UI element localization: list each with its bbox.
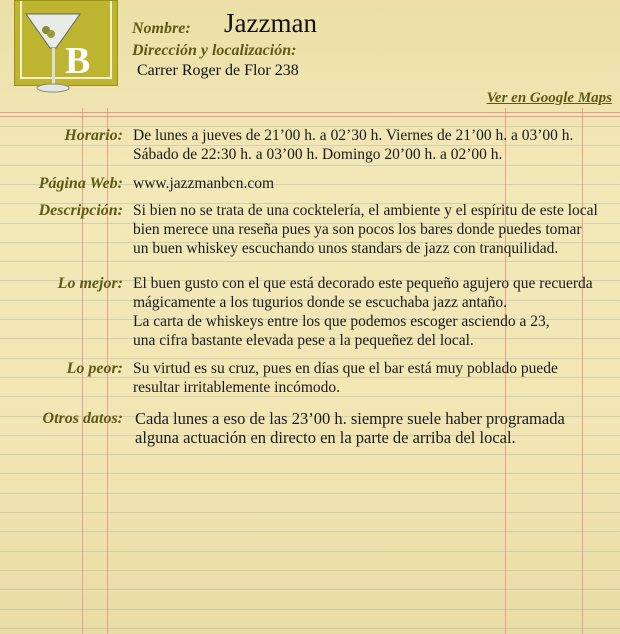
text-line: La carta de whiskeys entre los que podemos escoger asciendo a 23, bbox=[133, 313, 550, 330]
rule-line bbox=[0, 512, 620, 513]
rule-line bbox=[0, 454, 620, 455]
text-line: bien merece una reseña pues ya son pocos los bares donde puedes tomar bbox=[133, 221, 582, 238]
text-line: resultar irritablemente incómodo. bbox=[133, 379, 341, 396]
text-line: mágicamente a los tugurios donde se escuchaba jazz antaño. bbox=[133, 294, 508, 311]
rule-line bbox=[0, 165, 620, 166]
lo-peor-value bbox=[133, 359, 618, 397]
text-line: Cada lunes a eso de las 23’00 h. siempre suele haber programada bbox=[135, 409, 565, 428]
rule-line bbox=[0, 609, 620, 610]
text-line: Si bien no se trata de una cocktelería, el ambiente y el espíritu de este local bbox=[133, 202, 598, 219]
rule-line bbox=[0, 551, 620, 552]
lo-peor-label: Lo peor: bbox=[66, 360, 123, 377]
rule-line bbox=[0, 531, 620, 532]
margin-rule bbox=[0, 116, 620, 117]
rule-line bbox=[0, 493, 620, 494]
nombre-label: Nombre: bbox=[132, 20, 191, 37]
text-line: un buen whiskey escuchando unos standars de jazz con tranquilidad. bbox=[133, 240, 559, 257]
pagina-web-label: Página Web: bbox=[38, 175, 123, 192]
text-line: Su virtud es su cruz, pues en días que el bar está muy poblado puede bbox=[133, 360, 558, 377]
text-line: Sábado de 22:30 h. a 03’00 h. Domingo 20’00 h. a 02’00 h. bbox=[133, 146, 503, 163]
lo-mejor-label: Lo mejor: bbox=[57, 275, 123, 292]
text-line: De lunes a jueves de 21’00 h. a 02’30 h. Viernes de 21’00 h. a 03’00 h. bbox=[133, 127, 574, 144]
rule-line bbox=[0, 570, 620, 571]
rule-line bbox=[0, 473, 620, 474]
text-line: una cifra bastante elevada pese a la pequeñez del local. bbox=[133, 332, 474, 349]
descripcion-label: Descripción: bbox=[38, 202, 123, 219]
address: Carrer Roger de Flor 238 bbox=[137, 62, 299, 79]
bar-name: Jazzman bbox=[224, 8, 317, 38]
martini-glass-icon bbox=[24, 6, 84, 96]
rule-line bbox=[0, 628, 620, 629]
rule-line bbox=[0, 589, 620, 590]
pagina-web-value[interactable] bbox=[133, 174, 618, 193]
text-line: www.jazzmanbcn.com bbox=[133, 175, 275, 192]
logo-letter: B bbox=[65, 40, 91, 82]
lo-mejor-value bbox=[133, 274, 618, 350]
otros-datos-value bbox=[135, 409, 620, 447]
text-line: alguna actuación en directo en la parte de arriba del local. bbox=[135, 428, 516, 447]
google-maps-link[interactable]: Ver en Google Maps bbox=[486, 90, 612, 106]
rule-line bbox=[0, 261, 620, 262]
horario-value bbox=[133, 126, 618, 164]
direccion-label: Dirección y localización: bbox=[132, 42, 297, 59]
text-line: El buen gusto con el que está decorado este pequeño agujero que recuerda bbox=[133, 275, 593, 292]
otros-datos-label: Otros datos: bbox=[42, 410, 123, 427]
margin-rule bbox=[0, 112, 620, 113]
horario-label: Horario: bbox=[64, 127, 123, 144]
descripcion-value bbox=[133, 201, 618, 258]
